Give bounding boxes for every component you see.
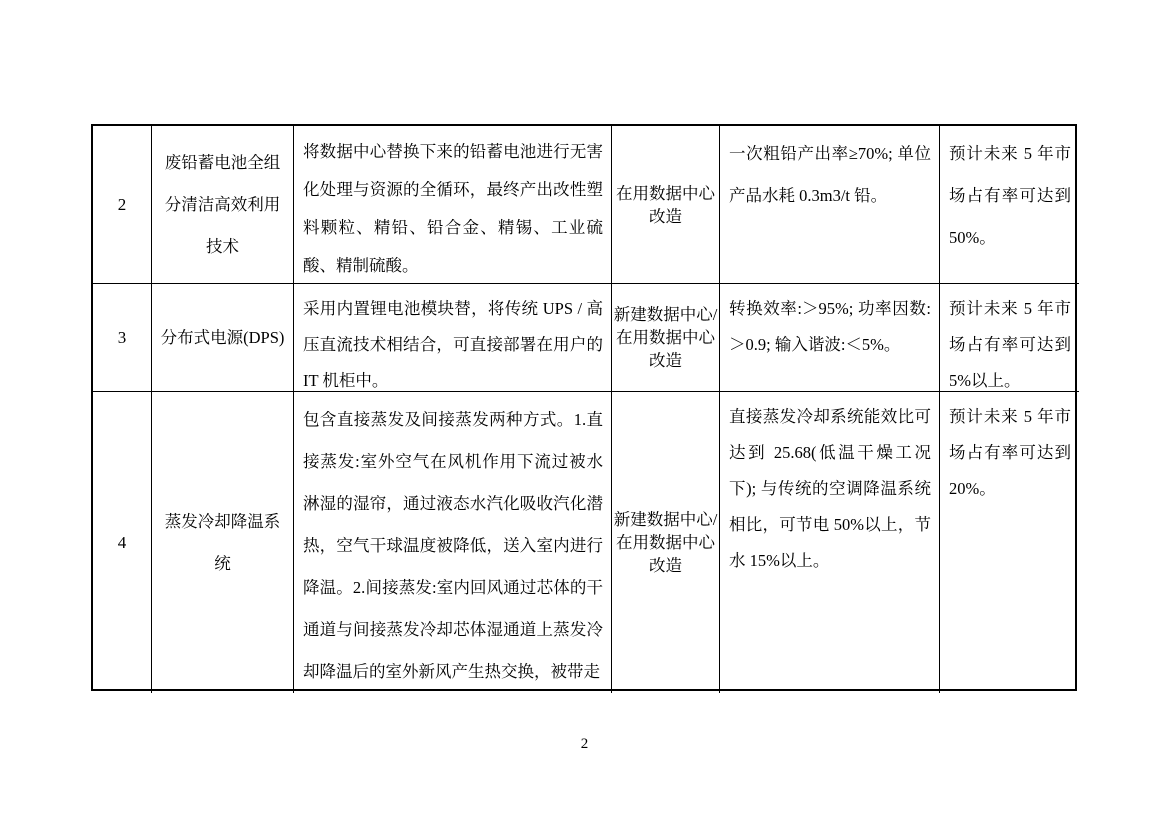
cell-market-forecast: 预计未来 5 年市场占有率可达到 5%以上。 <box>940 284 1079 392</box>
cell-performance-indicators: 转换效率:＞95%; 功率因数:＞0.9; 输入谐波:＜5%。 <box>720 284 940 392</box>
cell-application-scenario: 新建数据中心/在用数据中心改造 <box>612 392 720 693</box>
cell-market-forecast: 预计未来 5 年市场占有率可达到 20%。 <box>949 407 1071 498</box>
cell-tech-name: 蒸发冷却降温系统 <box>152 392 294 693</box>
document-table <box>91 124 1077 691</box>
cell-performance-indicators: 直接蒸发冷却系统能效比可达到 25.68(低温干燥工况下); 与传统的空调降温系统相比，可节电 50%以上，节水 15%以上。 <box>720 392 940 693</box>
cell-application-scenario: 新建数据中心/在用数据中心改造 <box>612 284 720 392</box>
cell-seq-number: 3 <box>93 284 152 392</box>
cell-performance-indicators: 一次粗铅产出率≥70%; 单位产品水耗 0.3m3/t 铅。 <box>720 126 940 284</box>
cell-tech-name: 废铅蓄电池全组分清洁高效利用技术 <box>152 126 294 284</box>
cell-tech-description: 包含直接蒸发及间接蒸发两种方式。1.直接蒸发:室外空气在风机作用下流过被水淋湿的湿帘，通过液态水汽化吸收汽化潜热，空气干球温度被降低，送入室内进行降温。2.间接蒸发:室内回风通过芯体的干通道与间接蒸发冷却芯体湿通道上蒸发冷却降温后的室外新风产生热交换，被带走 <box>294 392 612 693</box>
cell-application-scenario: 在用数据中心改造 <box>612 126 720 284</box>
cell-seq-number: 4 <box>93 392 152 693</box>
cell-market-forecast: 预计未来 5 年市场占有率可达到 50%。 <box>940 126 1079 284</box>
cell-tech-name: 分布式电源(DPS) <box>152 284 294 392</box>
cell-tech-description: 采用内置锂电池模块替，将传统 UPS / 高压直流技术相结合，可直接部署在用户的 IT 机柜中。 <box>294 284 612 392</box>
cell-seq-number: 2 <box>93 126 152 284</box>
page-number: 2 <box>580 736 589 752</box>
cell-tech-description: 将数据中心替换下来的铅蓄电池进行无害化处理与资源的全循环，最终产出改性塑料颗粒、精铅、铅合金、精锡、工业硫酸、精制硫酸。 <box>294 126 612 284</box>
